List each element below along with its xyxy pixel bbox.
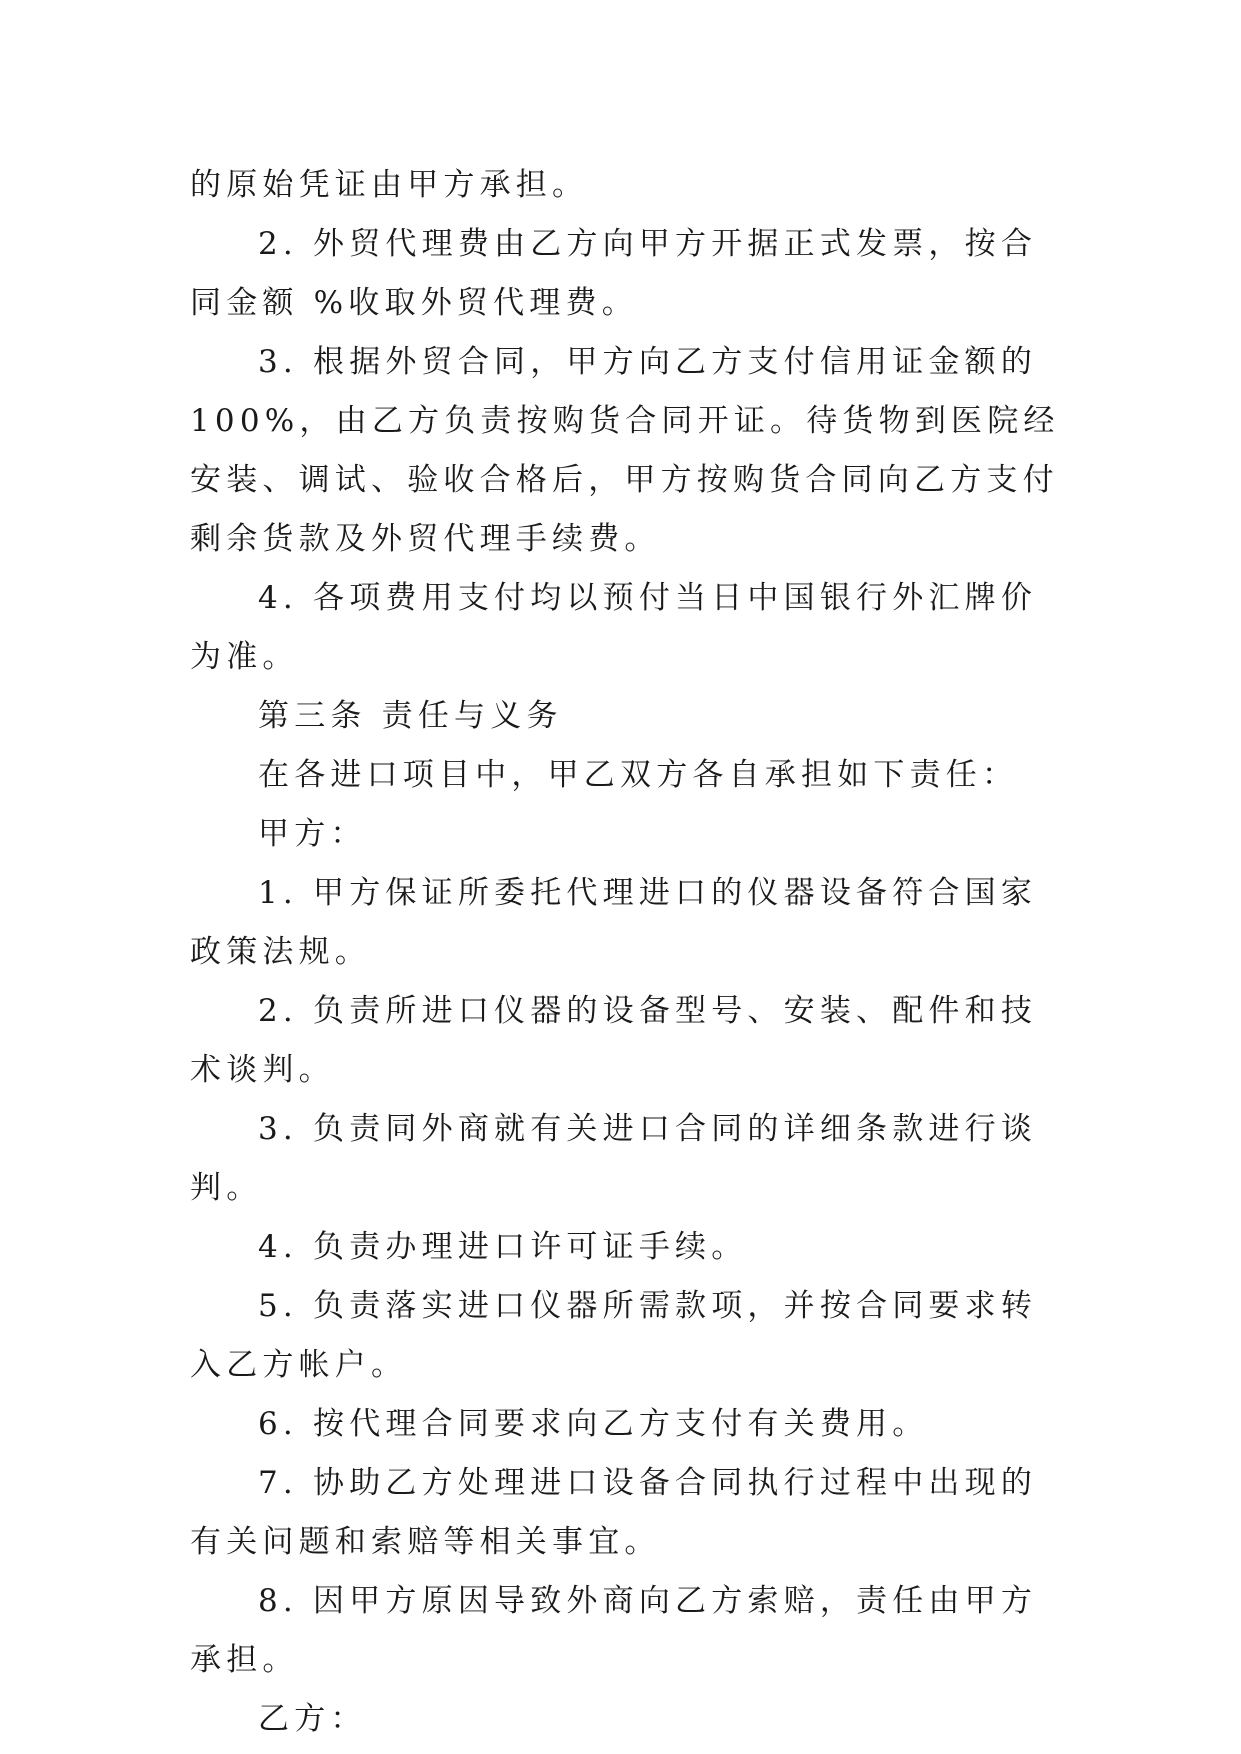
paragraph-cost-bearer: 的原始凭证由甲方承担。 bbox=[190, 167, 589, 203]
party-a-item-5: 5. 负责落实进口仪器所需款项，并按合同要求转入乙方帐户。 bbox=[190, 1288, 1038, 1383]
party-a-item-4: 4. 负责办理进口许可证手续。 bbox=[258, 1229, 748, 1265]
party-a-item-6: 6. 按代理合同要求向乙方支付有关费用。 bbox=[258, 1406, 929, 1442]
party-a-item-2: 2. 负责所进口仪器的设备型号、安装、配件和技术谈判。 bbox=[190, 993, 1038, 1088]
paragraph-clause-4-exchange-rate: 4. 各项费用支付均以预付当日中国银行外汇牌价为准。 bbox=[190, 580, 1038, 675]
party-a-heading: 甲方： bbox=[258, 816, 367, 852]
party-a-item-1: 1. 甲方保证所委托代理进口的仪器设备符合国家政策法规。 bbox=[190, 875, 1038, 970]
paragraph-clause-3-letter-of-credit: 3. 根据外贸合同，甲方向乙方支付信用证金额的100%，由乙方负责按购货合同开证。待货物到医院经安装、调试、验收合格后，甲方按购货合同向乙方支付剩余货款及外贸代理手续费。 bbox=[190, 344, 1060, 557]
section-heading-article-3: 第三条 责任与义务 bbox=[258, 698, 563, 734]
party-b-heading: 乙方： bbox=[258, 1701, 367, 1737]
document-body bbox=[190, 156, 1060, 1749]
party-a-item-8: 8. 因甲方原因导致外商向乙方索赔，责任由甲方承担。 bbox=[190, 1583, 1038, 1678]
paragraph-responsibilities-intro: 在各进口项目中，甲乙双方各自承担如下责任： bbox=[258, 757, 1019, 793]
party-a-item-7: 7. 协助乙方处理进口设备合同执行过程中出现的有关问题和索赔等相关事宜。 bbox=[190, 1465, 1038, 1560]
paragraph-clause-2-agency-fee: 2. 外贸代理费由乙方向甲方开据正式发票，按合同金额 %收取外贸代理费。 bbox=[190, 226, 1038, 321]
party-a-item-3: 3. 负责同外商就有关进口合同的详细条款进行谈判。 bbox=[190, 1111, 1038, 1206]
